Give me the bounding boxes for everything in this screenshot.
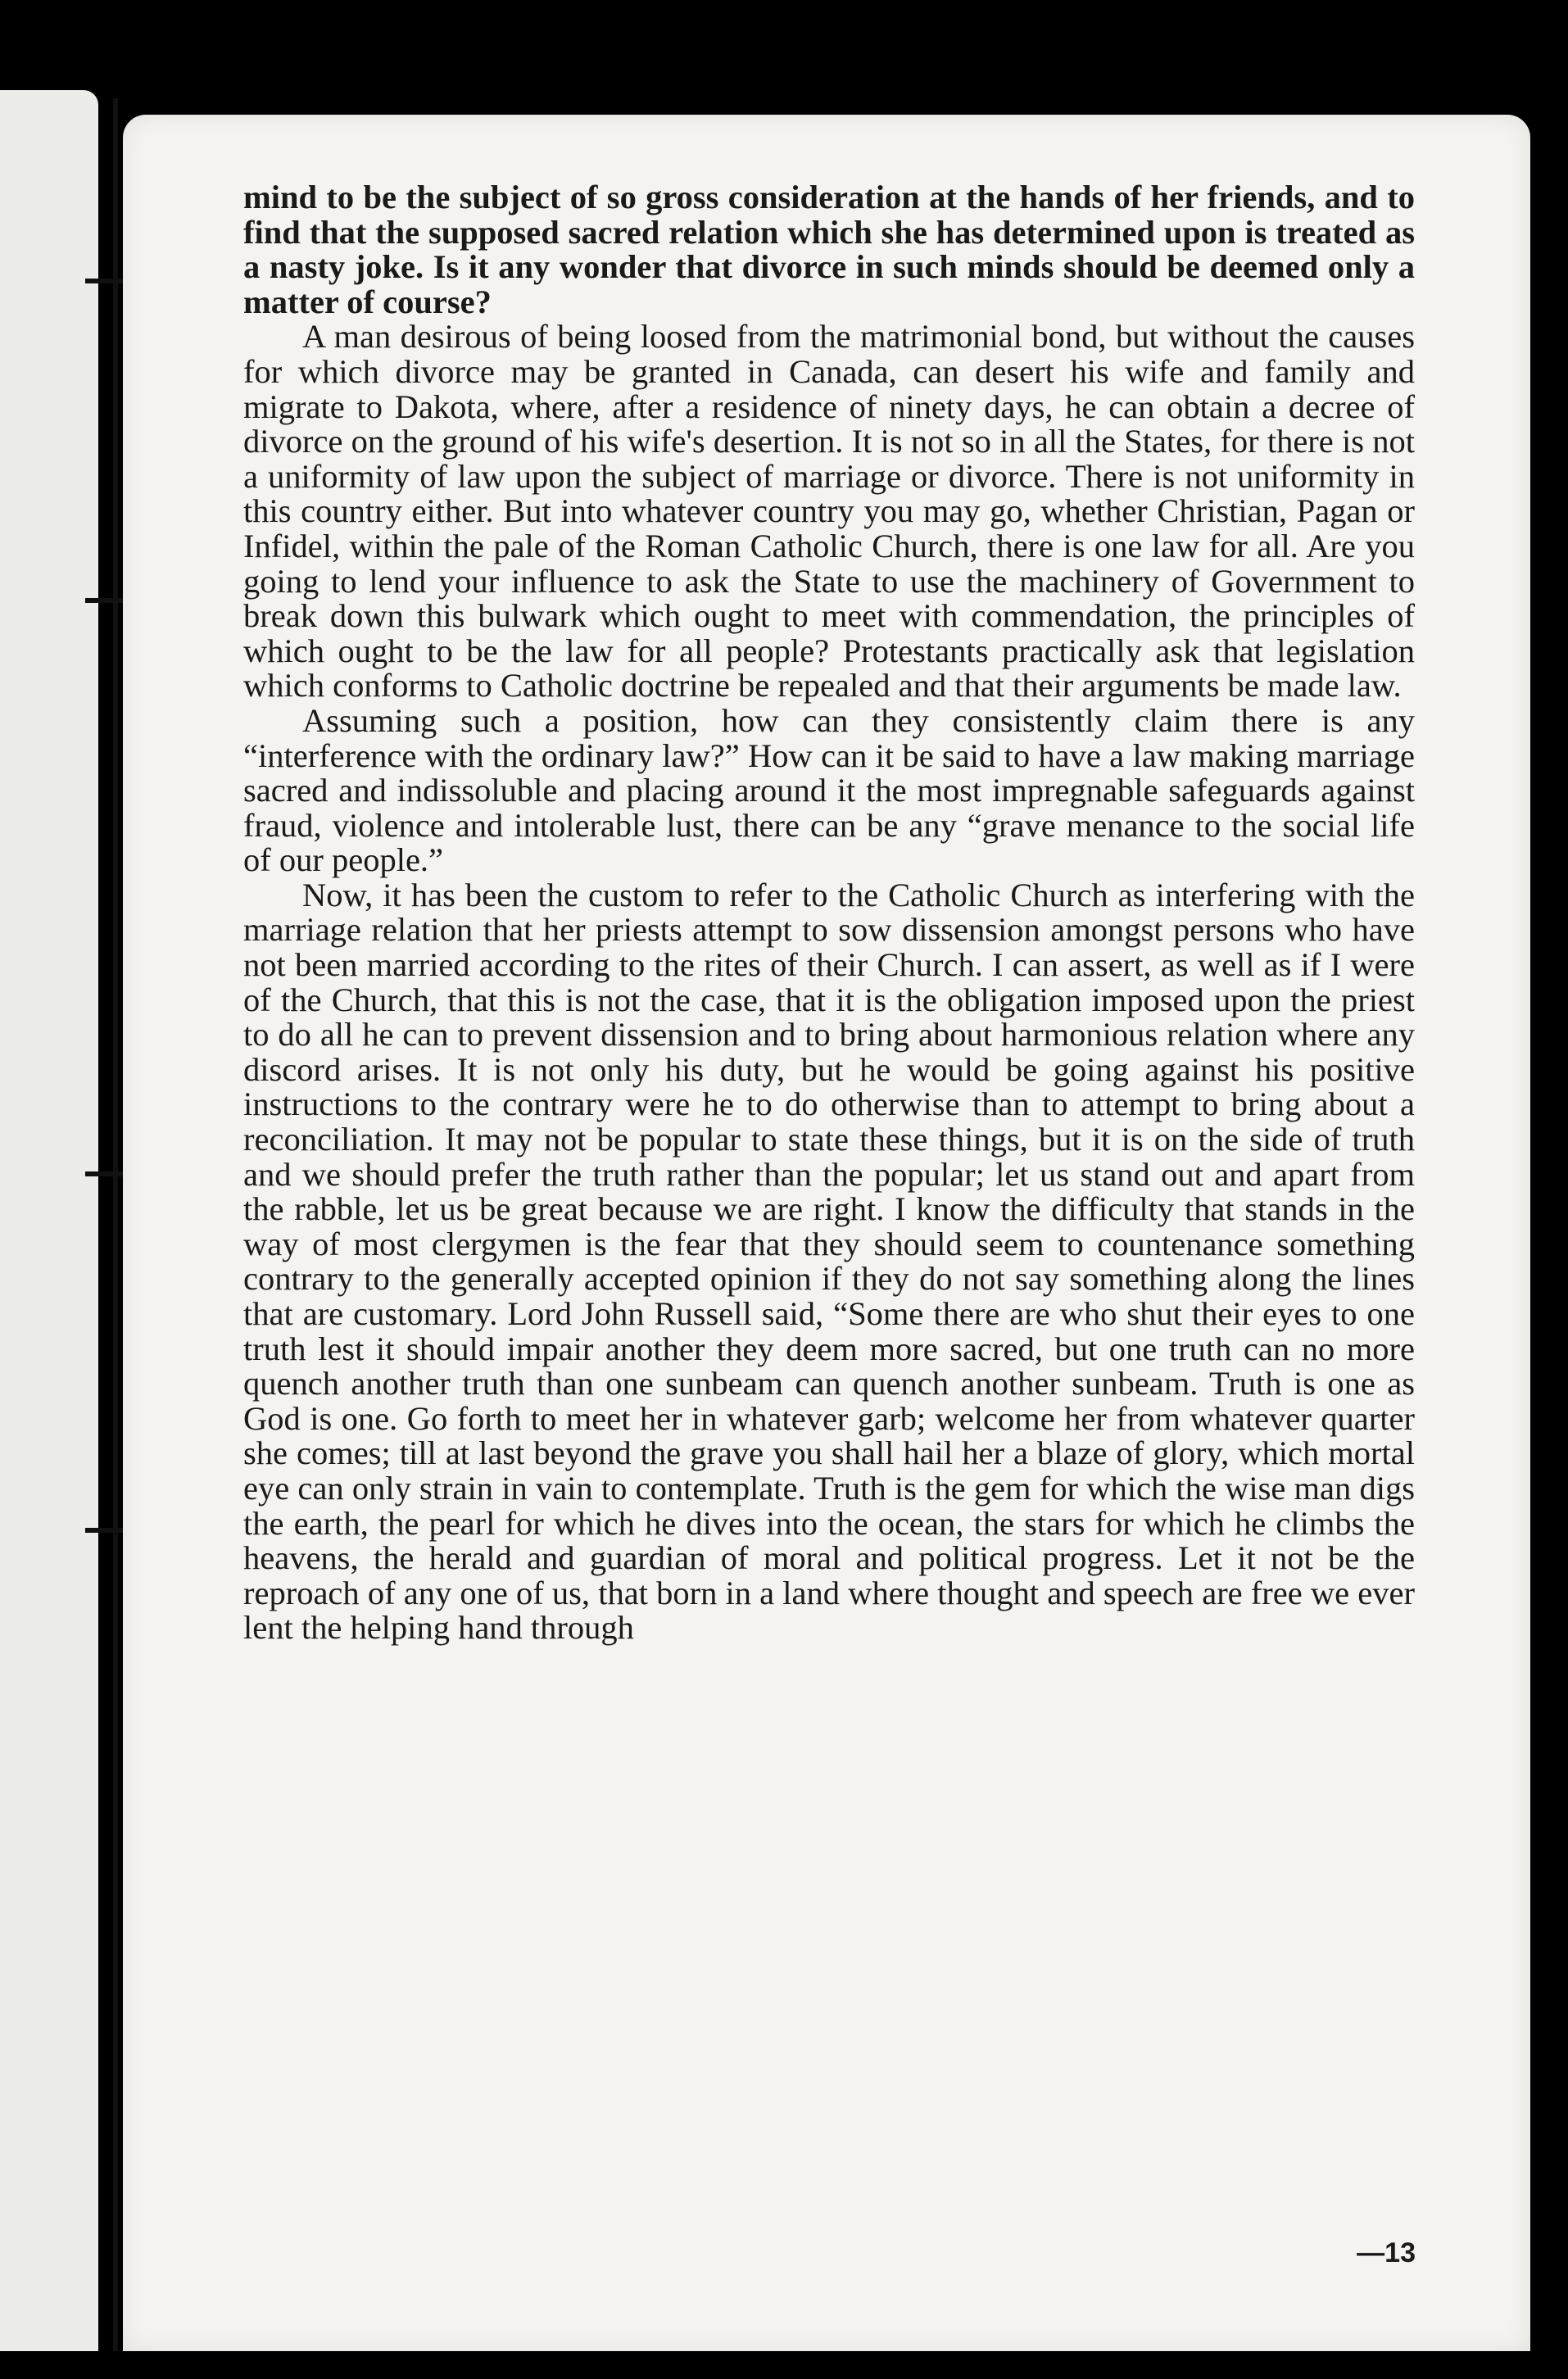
- previous-page-edge: [0, 90, 98, 2351]
- paragraph: A man desirous of being loosed from the matrimonial bond, but without the causes for which divorce may be granted in Canada, can desert his wife and family and migrate to Dakota, where, after a residence of ninety days, he can obtain a decree of divorce on the ground of his wife's desertion. It is not so in all the States, for there is not a uniformity of law upon the subject of marriage or divorce. There is not uniformity in this country either. But into whatever country you may go, whether Christian, Pagan or Infidel, within the pale of the Roman Catholic Church, there is one law for all. Are you going to lend your influence to ask the State to use the machinery of Government to break down this bulwark which ought to meet with commendation, the principles of which ought to be the law for all people? Protestants practically ask that legislation which conforms to Catholic doctrine be repealed and that their arguments be made law.: [243, 318, 1415, 705]
- document-page: [123, 115, 1530, 2351]
- binding-line: [113, 98, 118, 2351]
- paragraph: Assuming such a position, how can they consistently claim there is any “interference with the ordinary law?” How can it be said to have a law making marriage sacred and indissoluble and placing around it the most impregnable safeguards against fraud, violence and intolerable lust, there can be any “grave menance to the social life of our people.”: [243, 701, 1415, 879]
- paragraph: mind to be the subject of so gross consideration at the hands of her friends, and to find that the supposed sacred relation which she has determined upon is treated as a nasty joke. Is it any wonder that divorce in such minds should be deemed only a matter of course?: [243, 179, 1415, 320]
- paragraph: Now, it has been the custom to refer to the Catholic Church as interfering with the marriage relation that her priests attempt to sow dissension amongst persons who have not been married according to the rites of their Church. I can assert, as well as if I were of the Church, that this is not the case, that it is the obligation imposed upon the priest to do all he can to prevent dissension and to bring about harmonious relation where any discord arises. It is not only his duty, but he would be going against his positive instructions to the contrary were he to do otherwise than to attempt to bring about a reconciliation. It may not be popular to state these things, but it is on the side of truth and we should prefer the truth rather than the popular; let us stand out and apart from the rabble, let us be great because we are right. I know the difficulty that stands in the way of most clergymen is the fear that they should seem to countenance something contrary to the generally accepted opinion if they do not say something along the lines that are customary. Lord John Russell said, “Some there are who shut their eyes to one truth lest it should impair another they deem more sacred, but one truth can no more quench another truth than one sunbeam can quench another sunbeam. Truth is one as God is one. Go forth to meet her in whatever garb; welcome her from whatever quarter she comes; till at last beyond the grave you shall hail her a blaze of glory, which mortal eye can only strain in vain to contemplate. Truth is the gem for which the wise man digs the earth, the pearl for which he dives into the ocean, the stars for which he climbs the heavens, the herald and guardian of moral and political progress. Let it not be the reproach of any one of us, that born in a land where thought and speech are free we ever lent the helping hand through: [243, 876, 1415, 1647]
- page-number: —13: [1357, 2237, 1416, 2268]
- body-text: [243, 180, 1415, 1646]
